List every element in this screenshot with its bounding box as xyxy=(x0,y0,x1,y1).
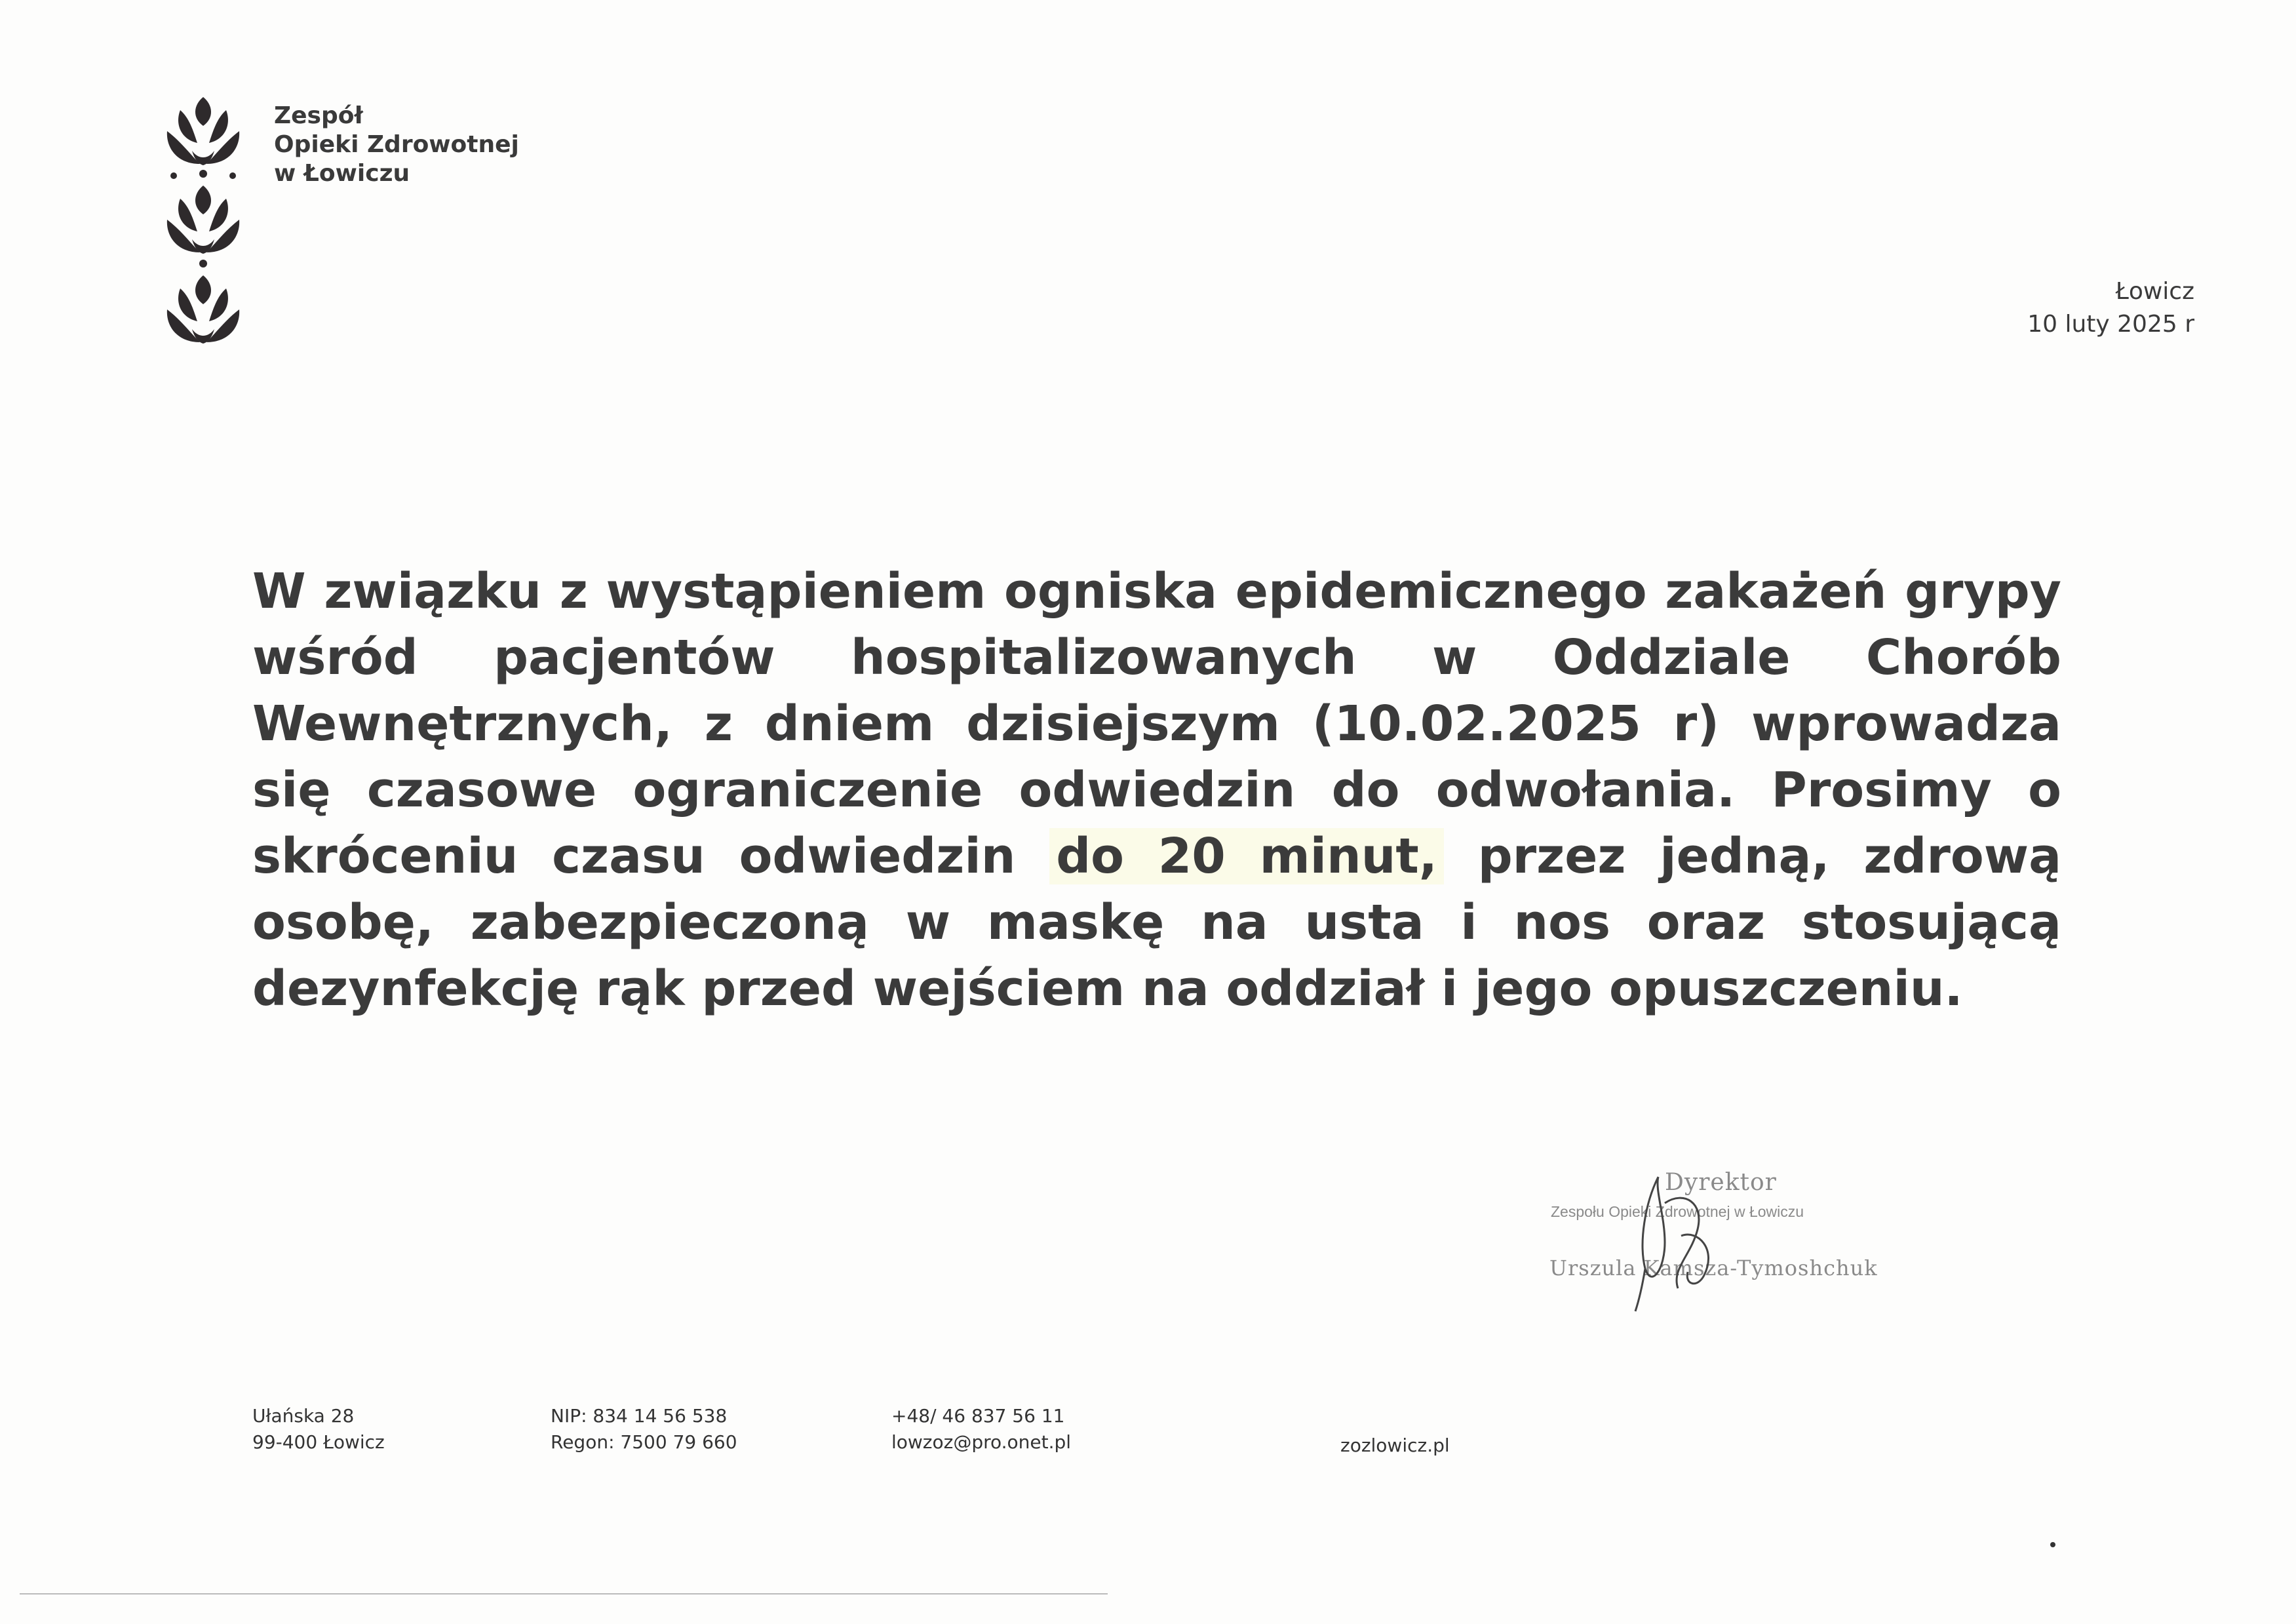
organization-name xyxy=(274,102,519,188)
place-and-date xyxy=(2027,275,2194,341)
footer-ids xyxy=(551,1403,737,1456)
handwritten-signature xyxy=(1619,1164,1737,1315)
hospital-logo-icon xyxy=(161,92,246,354)
footer-website[interactable] xyxy=(1340,1433,1450,1459)
footer-nip: NIP: 834 14 56 538 xyxy=(551,1405,728,1427)
stamp-name: Urszula Kamsza-Tymoshchuk xyxy=(1549,1256,1878,1280)
announcement-part-2: przez jedną, zdrową osobę, zabezpieczoną w maskę na usta i nos oraz stosującą dezynfekcję rąk przed wejściem na oddział i jego opuszczeniu. xyxy=(252,828,2061,1017)
footer-phone: +48/ 46 837 56 11 xyxy=(891,1405,1065,1427)
stamp-title: Dyrektor xyxy=(1665,1169,1777,1196)
scan-edge-line xyxy=(20,1593,1108,1594)
footer-contact xyxy=(891,1403,1071,1456)
date: 10 luty 2025 r xyxy=(2027,311,2194,338)
footer-address-city: 99-400 Łowicz xyxy=(252,1431,385,1453)
scan-dot xyxy=(2050,1542,2055,1547)
stamp-org: Zespołu Opieki Zdrowotnej w Łowiczu xyxy=(1551,1203,1804,1220)
highlighted-duration: do 20 minut, xyxy=(1049,828,1444,884)
footer-website-link[interactable]: zozlowicz.pl xyxy=(1340,1435,1450,1456)
org-name-line-1: Zespół xyxy=(274,102,363,129)
footer-address-street: Ułańska 28 xyxy=(252,1405,355,1427)
director-stamp xyxy=(1534,1164,1907,1315)
announcement-text xyxy=(252,559,2061,1022)
footer-regon: Regon: 7500 79 660 xyxy=(551,1431,737,1453)
place: Łowicz xyxy=(2115,278,2194,305)
org-name-line-2: Opieki Zdrowotnej xyxy=(274,131,519,158)
announcement-part-1: W związku z wystąpieniem ogniska epidemicznego zakażeń grypy wśród pacjentów hospitalizowanych w Oddziale Chorób Wewnętrznych, z dniem dzisiejszym (10.02.2025 r) wprowadza się czasowe ograniczenie odwiedzin do odwołania. Prosimy o skróceniu czasu odwiedzin xyxy=(252,563,2061,884)
org-name-line-3: w Łowiczu xyxy=(274,160,410,187)
footer-email[interactable]: lowzoz@pro.onet.pl xyxy=(891,1431,1072,1453)
footer-address xyxy=(252,1403,385,1456)
